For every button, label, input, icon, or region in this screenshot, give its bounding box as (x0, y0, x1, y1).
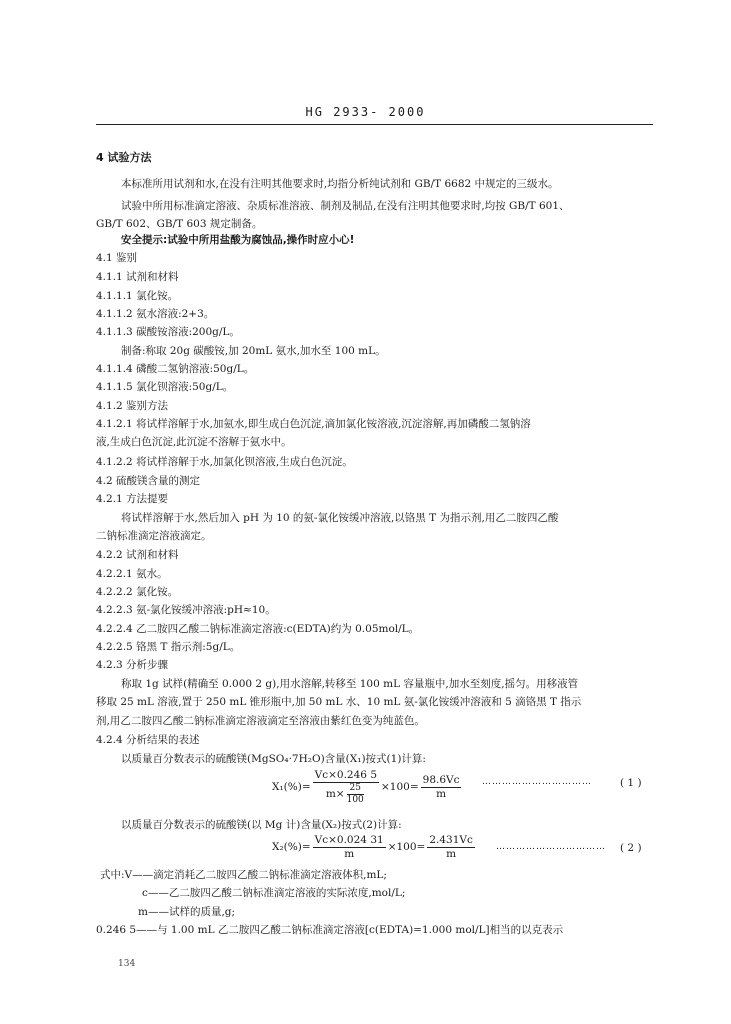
item-4-2-2-2: 4.2.2.2 氯化铵。 (96, 586, 179, 598)
item-4-1-1-2: 4.1.1.2 氨水溶液:2+3。 (96, 308, 215, 320)
eq1-den-fraction (347, 784, 364, 805)
item-4-2-2-5: 4.2.2.5 铬黑 T 指示剂:5g/L。 (96, 641, 241, 653)
eq1-numerator: Vc×0.246 5 (314, 769, 377, 781)
item-4-1-2-2: 4.1.2.2 将试样溶解于水,加氯化钡溶液,生成白色沉淀。 (96, 456, 353, 468)
eq1-den-m: m× (325, 787, 345, 800)
eq2-leader-dots: …………………………… (496, 842, 606, 852)
heading-4-2: 4.2 硫酸镁含量的测定 (96, 475, 201, 487)
heading-4-2-2: 4.2.2 试剂和材料 (96, 549, 179, 561)
item-4-1-1-3: 4.1.1.3 碳酸铵溶液:200g/L。 (96, 326, 240, 338)
equation-2 (272, 835, 477, 859)
where-v: 式中:V——滴定消耗乙二胺四乙酸二钠标准滴定溶液体积,mL; (100, 869, 387, 881)
item-4-1-2-1b: 液,生成白色沉淀,此沉淀不溶解于氨水中。 (96, 436, 292, 448)
heading-4-1-2: 4.1.2 鉴别方法 (96, 400, 169, 412)
eq2-result-den: m (446, 847, 457, 860)
eq1-result-num: 98.6Vc (422, 774, 460, 787)
eq2-main-fraction (313, 835, 386, 859)
para-4-2-1b: 二钠标准滴定溶液滴定。 (96, 530, 212, 542)
section-4-title: 4 试验方法 (96, 151, 152, 164)
eq1-result-fraction (421, 775, 462, 799)
heading-4-2-3: 4.2.3 分析步骤 (96, 659, 169, 671)
para-4-2-1a: 将试样溶解于水,然后加入 pH 为 10 的氨-氯化铵缓冲溶液,以铬黑 T 为指示剂,用乙二胺四乙酸 (121, 512, 559, 524)
heading-4-1-1: 4.1.1 试剂和材料 (96, 271, 179, 283)
item-4-1-1-3-prep: 制备:称取 20g 碳酸铵,加 20mL 氨水,加水至 100 mL。 (121, 345, 386, 357)
eq1-main-fraction (313, 770, 379, 805)
where-m: m——试样的质量,g; (138, 906, 236, 918)
para-4-2-3a: 称取 1g 试样(精确至 0.000 2 g),用水溶解,转移至 100 mL 容量瓶中,加水至刻度,摇匀。用移液管 (121, 678, 579, 690)
eq1-lhs: X₁(%)= (272, 781, 311, 793)
eq1-den-frac-num: 25 (347, 784, 364, 795)
section-4-para-2b: GB/T 602、GB/T 603 规定制备。 (96, 218, 263, 230)
header-rule (96, 124, 653, 125)
section-4-para-2a: 试验中所用标准滴定溶液、杂质标准溶液、制剂及制品,在没有注明其他要求时,均按 GB/T 601、 (121, 200, 570, 212)
eq1-result-den: m (436, 787, 447, 800)
eq2-result-fraction (427, 835, 475, 859)
item-4-2-2-3: 4.2.2.3 氨-氯化铵缓冲溶液:pH≈10。 (96, 604, 276, 616)
item-4-1-1-5: 4.1.1.5 氯化钡溶液:50g/L。 (96, 381, 234, 393)
para-4-2-3c: 剂,用乙二胺四乙酸二钠标准滴定溶液滴定至溶液由紫红色变为纯蓝色。 (96, 715, 425, 727)
eq2-result-num: 2.431Vc (429, 834, 473, 846)
where-c: c——乙二胺四乙酸二钠标准滴定溶液的实际浓度,mol/L; (142, 887, 406, 899)
eq1-den-frac-den: 100 (346, 794, 364, 805)
para-4-2-3b: 移取 25 mL 溶液,置于 250 mL 锥形瓶中,加 50 mL 水、10 mL 氨-氯化铵缓冲溶液和 5 滴铬黑 T 指示 (96, 696, 582, 708)
eq2-numerator: Vc×0.024 31 (314, 834, 384, 846)
eq2-lhs: X₂(%)= (272, 840, 311, 853)
heading-4-2-1: 4.2.1 方法提要 (96, 493, 169, 505)
section-4-para-1: 本标准所用试剂和水,在没有注明其他要求时,均指分析纯试剂和 GB/T 6682 中规定的三级水。 (121, 178, 559, 190)
item-4-1-1-4: 4.1.1.4 磷酸二氢钠溶液:50g/L。 (96, 363, 255, 375)
eq2-times: ×100= (387, 840, 426, 853)
eq1-leader-dots: …………………………… (482, 777, 592, 787)
safety-notice: 安全提示:试验中所用盐酸为腐蚀品,操作时应小心! (121, 234, 355, 246)
eq1-times: ×100= (381, 781, 419, 793)
item-4-2-2-1: 4.2.2.1 氨水。 (96, 568, 168, 580)
equation-1 (272, 770, 463, 805)
item-4-1-1-1: 4.1.1.1 氯化铵。 (96, 290, 179, 302)
where-constant: 0.246 5——与 1.00 mL 乙二胺四乙酸二钠标准滴定溶液[c(EDTA)=1.000 mol/L]相当的以克表示 (96, 924, 564, 936)
page-number: 134 (118, 959, 136, 969)
para-4-2-4a: 以质量百分数表示的硫酸镁(MgSO₄·7H₂O)含量(X₁)按式(1)计算: (121, 753, 426, 765)
eq1-tag: ( 1 ) (620, 777, 642, 789)
eq2-denominator: m (344, 847, 355, 860)
para-4-2-4b: 以质量百分数表示的硫酸镁(以 Mg 计)含量(X₂)按式(2)计算: (121, 819, 402, 831)
heading-4-2-4: 4.2.4 分析结果的表述 (96, 734, 200, 746)
item-4-2-2-4: 4.2.2.4 乙二胺四乙酸二钠标准滴定溶液:c(EDTA)约为 0.05mol/L。 (96, 623, 420, 635)
standard-number-header: HG 2933- 2000 (305, 105, 426, 119)
item-4-1-2-1a: 4.1.2.1 将试样溶解于水,加氨水,即生成白色沉淀,滴加氯化铵溶液,沉淀溶解,再加磷酸二氢钠溶 (96, 418, 531, 430)
eq2-tag: ( 2 ) (620, 842, 642, 854)
heading-4-1: 4.1 鉴别 (96, 252, 138, 264)
eq1-denominator (313, 783, 379, 805)
